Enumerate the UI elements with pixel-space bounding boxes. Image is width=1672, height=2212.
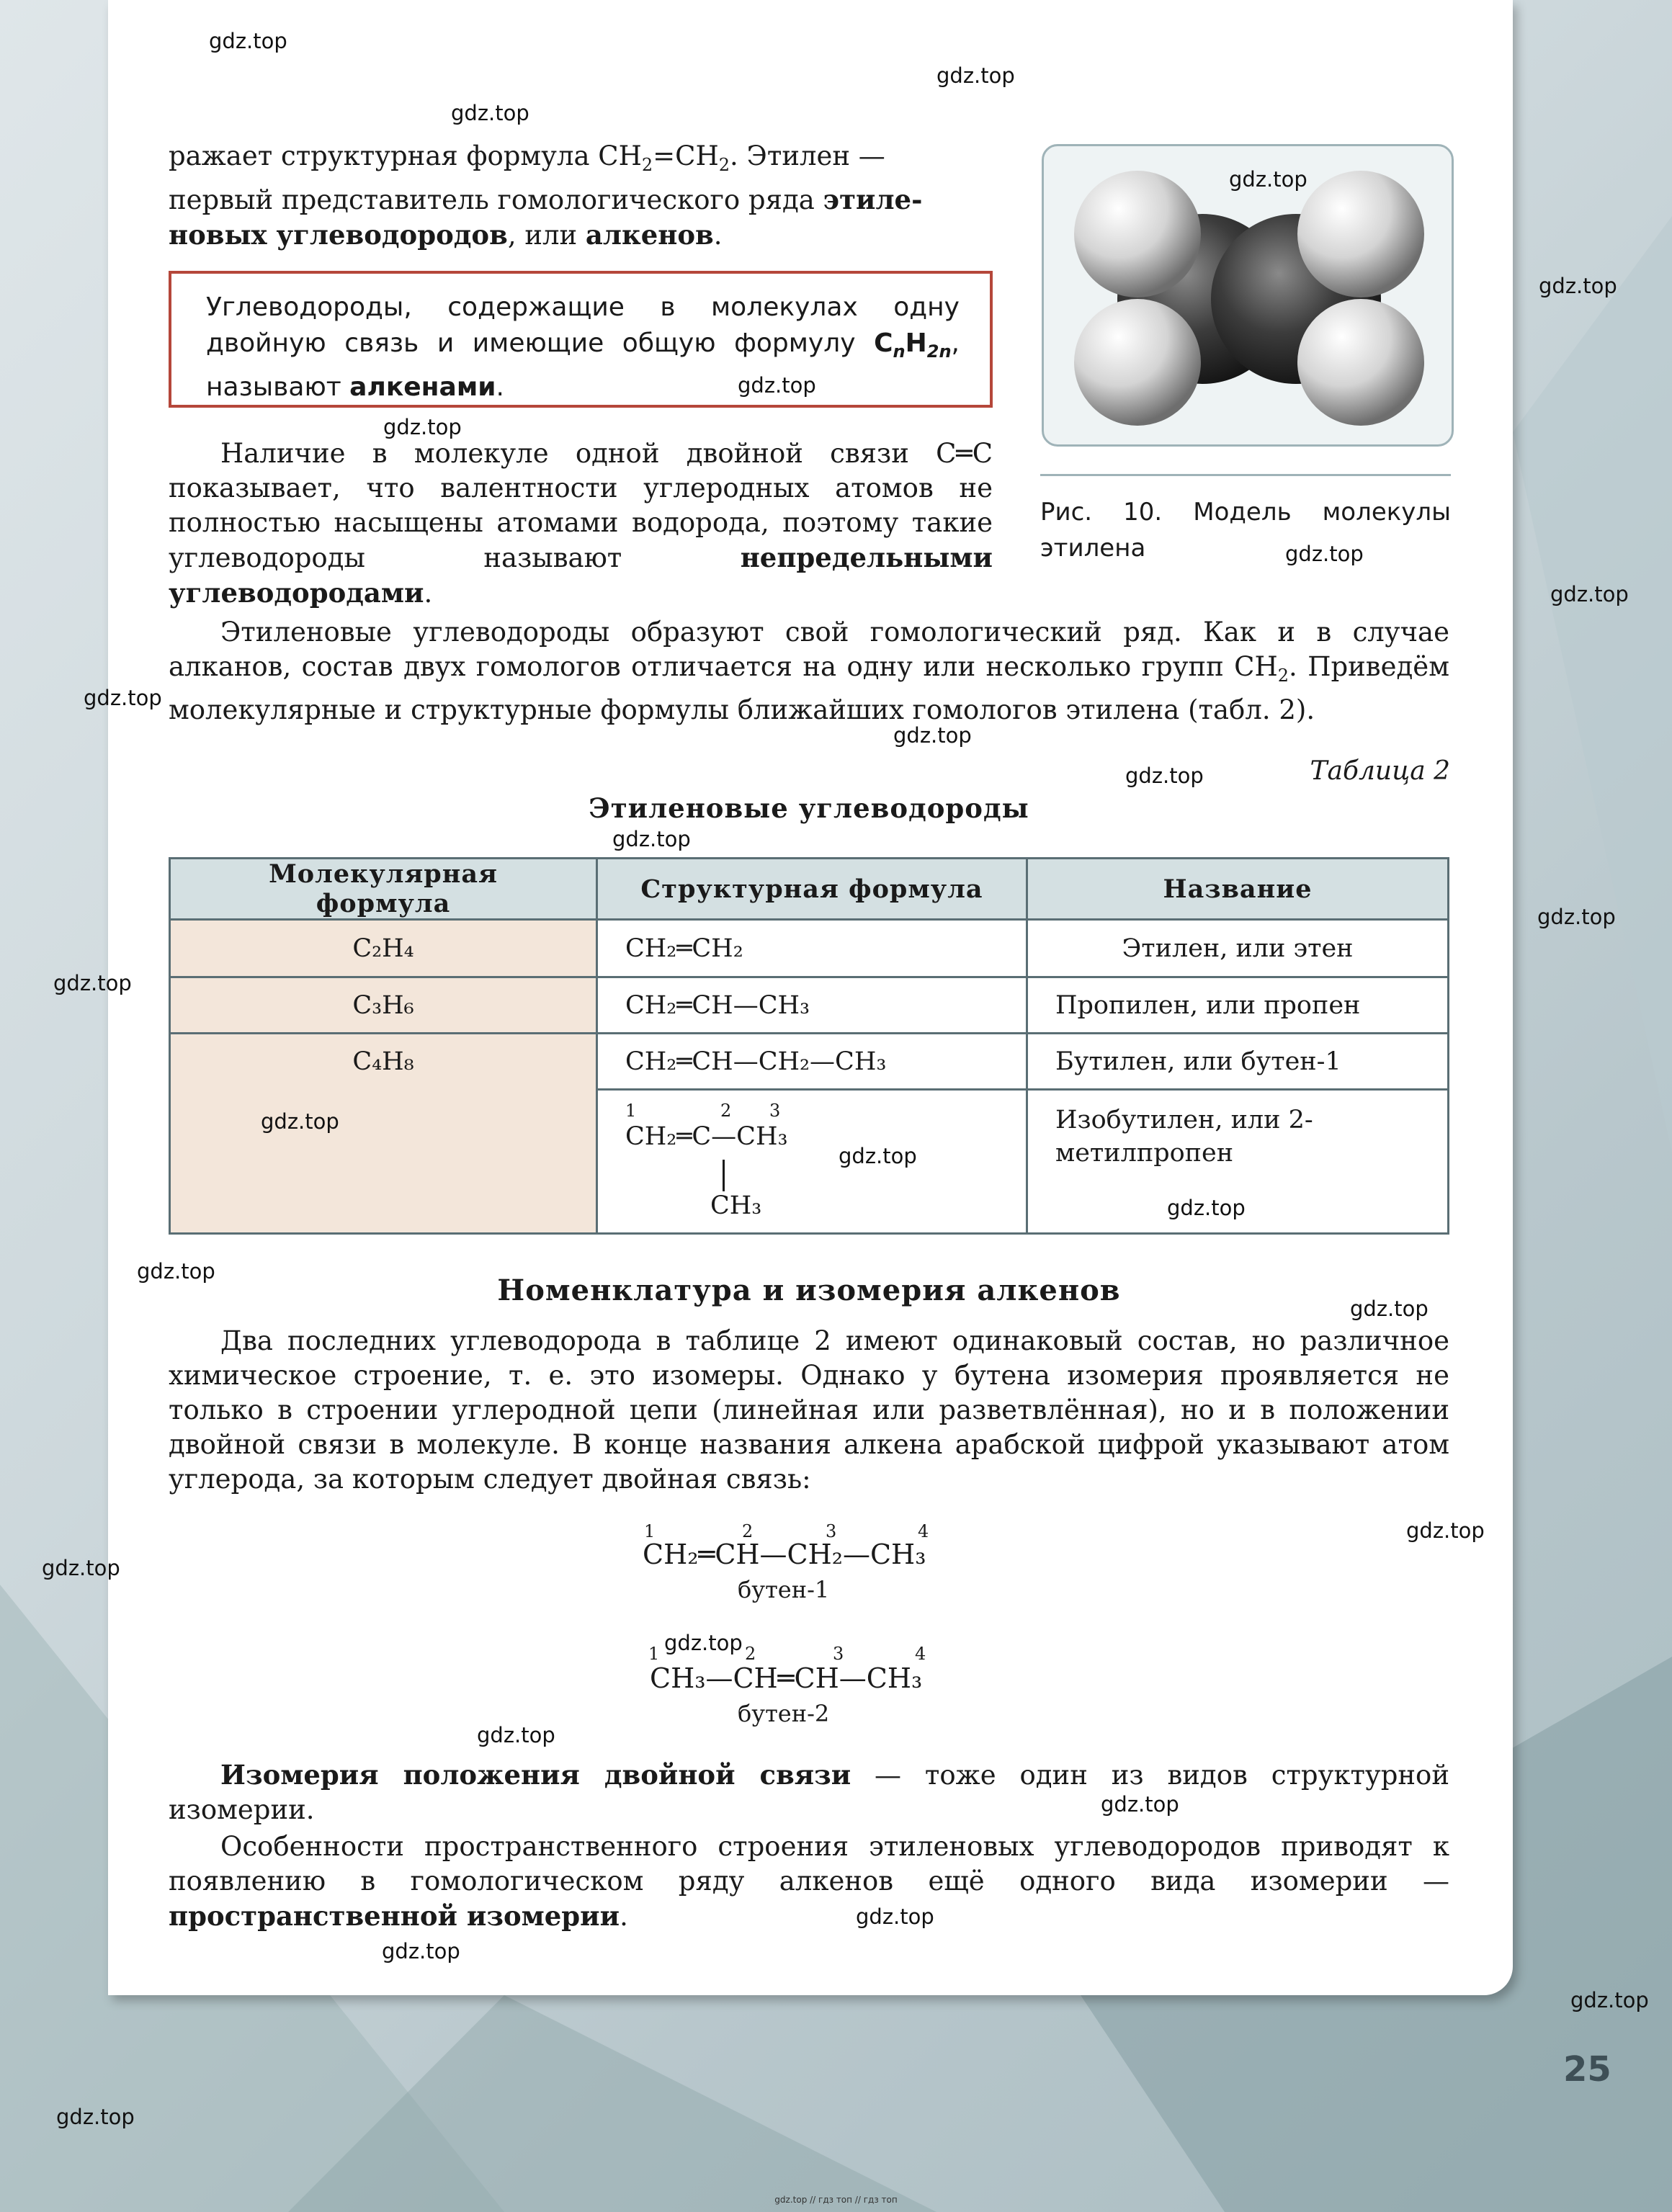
definition-box: Углеводороды, содержащие в молекулах одну двойную связь и имеющие общую формулу $C_nH_{2n}$, называют алкенами. (169, 271, 993, 408)
compound-name: Пропилен, или пропен (1027, 977, 1449, 1034)
table-row (170, 1034, 1449, 1090)
section-heading: Номенклатура и изомерия алкенов (497, 1273, 1121, 1307)
watermark: gdz.top (839, 1144, 917, 1168)
watermark: gdz.top (53, 971, 132, 995)
watermark: gdz.top (451, 101, 529, 125)
watermark: gdz.top (1285, 542, 1364, 566)
isomer-type-paragraph: Изомерия положения двойной связи — тоже один из видов структурной изомерии. (169, 1759, 1449, 1825)
butene-1-name: бутен-1 (738, 1576, 830, 1603)
structural-formula: CH₂═CH—CH₃ (597, 977, 1027, 1034)
watermark: gdz.top (738, 373, 816, 398)
watermark: gdz.top (1167, 1196, 1246, 1220)
table-title: Этиленовые углеводороды (589, 792, 1029, 824)
watermark: gdz.top (1229, 167, 1307, 192)
watermark: gdz.top (209, 29, 287, 53)
table-header: Структурная формула (597, 859, 1027, 920)
molecular-formula: C₄H₈ (170, 1034, 597, 1234)
watermark: gdz.top (1406, 1518, 1485, 1543)
table-label: Таблица 2 (1310, 756, 1450, 786)
watermark: gdz.top (1125, 764, 1204, 788)
watermark: gdz.top (261, 1109, 339, 1134)
compound-name: Бутилен, или бутен-1 (1027, 1034, 1449, 1090)
table-header: Название (1027, 859, 1449, 920)
watermark: gdz.top (856, 1904, 934, 1929)
watermark: gdz.top (612, 827, 691, 851)
structural-formula-branched: 1 2 3 CH₂═C—CH₃ CH₃ (597, 1090, 1027, 1234)
butene-2-name: бутен-2 (738, 1700, 830, 1727)
structural-formula: CH₂═CH₂ (597, 920, 1027, 977)
isomers-paragraph: Два последних углеводорода в таблице 2 имеют одинаковый состав, но различное химическое строение, т. е. это изомеры. Однако у бутена изомерия проявляется не только в строении углеродной цепи (линейная или разветвлённая), но и в положении двойной связи в молекуле. В конце названия алкена арабской цифрой указывают атом углерода, за которым следует двойная связь: (169, 1325, 1449, 1495)
intro-paragraph: ражает структурная формула $CH_2=CH_2$. Этилен — первый представитель гомологического ряда этиле- новых углеводородов, или алкенов. (169, 140, 923, 251)
molecular-formula: C₂H₄ (170, 920, 597, 977)
bottom-note: gdz.top // гдз топ // гдз топ (774, 2195, 898, 2205)
butene-2-formula: CH₃—CH═CH—CH₃ (650, 1662, 923, 1694)
watermark: gdz.top (1101, 1792, 1179, 1817)
compound-name: Этилен, или этен (1027, 920, 1449, 977)
table-row (170, 977, 1449, 1034)
watermark: gdz.top (477, 1723, 555, 1747)
watermark: gdz.top (936, 63, 1015, 88)
watermark: gdz.top (56, 2105, 135, 2129)
structural-formula: CH₂═CH—CH₂—CH₃ (597, 1034, 1027, 1090)
spatial-isomerism-paragraph: Особенности пространственного строения этиленовых углеводородов приводят к появлению в гомологическом ряду алкенов ещё одного вида изомерии — пространственной изомерии. (169, 1831, 1449, 1932)
watermark: gdz.top (42, 1556, 120, 1580)
butene-1-formula: CH₂═CH—CH₂—CH₃ (643, 1539, 926, 1570)
unsaturated-paragraph: Наличие в молекуле одной двойной связи C═C показывает, что валентности углеродных атомов не полностью насыщены атомами водорода, поэтому такие углеводороды называют непредельными углеводородами. (169, 438, 993, 609)
table-header-row (170, 859, 1449, 920)
molecular-formula: C₃H₆ (170, 977, 597, 1034)
homologs-paragraph: Этиленовые углеводороды образуют свой гомологический ряд. Как и в случае алканов, состав двух гомологов отличается на одну или несколько групп $CH_2$. Приведём молекулярные и структурные формулы ближайших гомологов этилена (табл. 2). (169, 617, 1449, 725)
caption-divider (1040, 474, 1451, 476)
watermark: gdz.top (1570, 1988, 1649, 2012)
table-header: Молекулярная формула (170, 859, 597, 920)
watermark: gdz.top (1539, 274, 1617, 298)
watermark: gdz.top (383, 415, 462, 439)
watermark: gdz.top (137, 1259, 215, 1284)
watermark: gdz.top (893, 723, 972, 748)
watermark: gdz.top (382, 1939, 460, 1964)
watermark: gdz.top (664, 1631, 743, 1655)
compound-name: Изобутилен, или 2-метилпропен (1027, 1090, 1449, 1234)
watermark: gdz.top (1537, 905, 1616, 929)
page-number: 25 (1563, 2049, 1611, 2090)
watermark: gdz.top (84, 686, 162, 710)
watermark: gdz.top (1350, 1297, 1429, 1321)
ethylene-hydrocarbons-table (169, 857, 1449, 1235)
table-row (170, 920, 1449, 977)
figure-caption: Рис. 10. Модель молекулы этилена (1040, 498, 1451, 563)
watermark: gdz.top (1550, 582, 1629, 606)
